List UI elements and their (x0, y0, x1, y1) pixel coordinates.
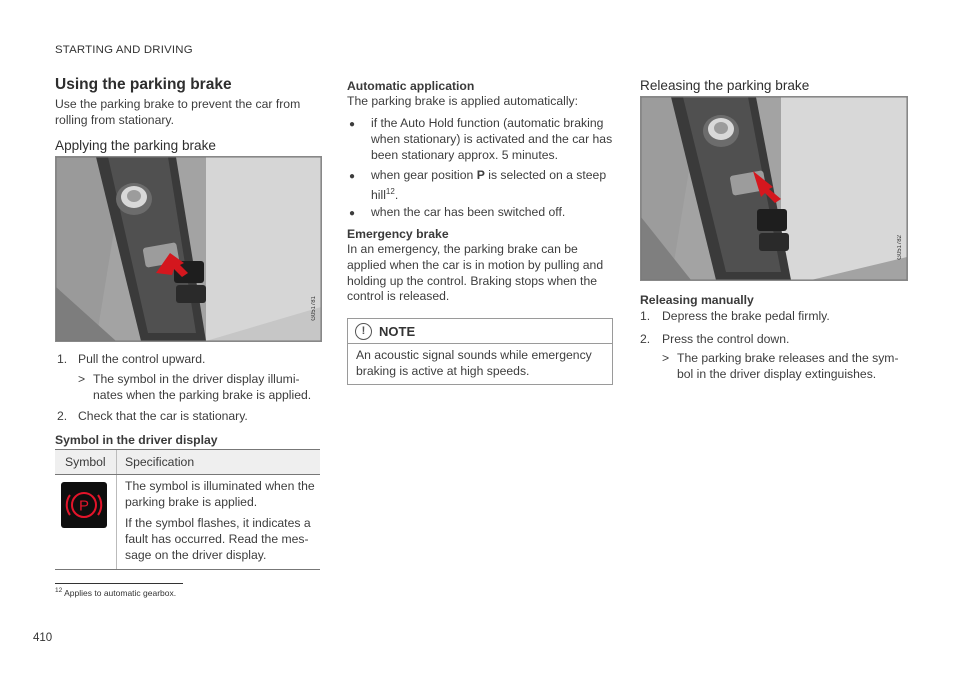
table-header: Symbol (65, 455, 106, 469)
result-marker: > (78, 372, 86, 386)
step-text: Depress the brake pedal firmly. (662, 309, 830, 323)
releasing-brake-image (640, 96, 908, 281)
result-line: The parking brake releases and the sym- (677, 351, 899, 365)
step-number: 2. (57, 409, 68, 423)
releasing-subheading: Releasing manually (640, 293, 754, 307)
applying-heading: Applying the parking brake (55, 138, 216, 153)
symbol-subheading: Symbol in the driver display (55, 433, 218, 447)
bullet-line: when the car has been switched off. (371, 205, 566, 219)
footnote (55, 587, 176, 598)
step-text: Pull the control upward. (78, 352, 206, 366)
bullet-line: hill$^{12}$. (371, 187, 399, 203)
footnote-rule (55, 583, 183, 584)
result-marker: > (662, 351, 670, 365)
page-title: Using the parking brake (55, 76, 232, 93)
applying-brake-image (55, 156, 322, 342)
bullet-icon: ● (349, 171, 356, 182)
page-number: 410 (33, 632, 53, 644)
symbol-letter: P (78, 497, 90, 515)
footnote-ref: 12 (385, 187, 395, 196)
result-line: The symbol in the driver display illumi- (93, 372, 300, 386)
step-number: 1. (640, 309, 651, 323)
auto-intro: The parking brake is applied automatically: (347, 94, 579, 108)
console-illustration (641, 97, 907, 280)
intro-text: Use the parking brake to prevent the car from rolling from stationary. (55, 97, 301, 127)
section-header: STARTING AND DRIVING (55, 44, 193, 56)
bullet-line: when gear position P is selected on a steep (371, 168, 607, 182)
footnote-number: 12 (55, 587, 63, 594)
emergency-heading: Emergency brake (347, 227, 449, 241)
note-divider (348, 343, 612, 344)
step-text: Check that the car is stationary. (78, 409, 248, 423)
note-box (347, 318, 613, 385)
table-header-row (55, 450, 320, 475)
table-header: Specification (125, 455, 195, 469)
step-number: 2. (640, 332, 651, 346)
bullet-line: been stationary approx. 5 minutes. (371, 148, 558, 162)
spec-text: The symbol is illuminated when the parking brake is applied. (125, 479, 315, 509)
console-illustration (56, 157, 321, 341)
bullet-icon: ● (349, 119, 356, 130)
note-text: An acoustic signal sounds while emergency braking is active at high speeds. (356, 348, 592, 378)
symbol-table (55, 449, 320, 570)
column-divider (116, 450, 117, 474)
parking-brake-symbol (61, 482, 107, 528)
bullet-icon: ● (349, 208, 356, 219)
image-code: G051782 (897, 235, 903, 260)
bullet-line: if the Auto Hold function (automatic braking (371, 116, 604, 130)
bullet-line: when stationary) is activated and the car has (371, 132, 613, 146)
footnote-text: Applies to automatic gearbox. (64, 587, 177, 598)
result-line: nates when the parking brake is applied. (93, 388, 312, 402)
spec-text: If the symbol flashes, it indicates a fault has occurred. Read the mes-sage on the driver display. (125, 516, 311, 562)
note-title: NOTE (379, 324, 416, 339)
auto-heading: Automatic application (347, 79, 475, 93)
emergency-text: In an emergency, the parking brake can be applied when the car is in motion by pulling and holding up the control. Braking stops when the control is released. (347, 242, 604, 304)
image-code: G051781 (311, 296, 317, 321)
column-divider (116, 475, 117, 569)
step-text: Press the control down. (662, 332, 790, 346)
parking-brake-icon (61, 482, 107, 528)
releasing-heading: Releasing the parking brake (640, 78, 810, 93)
result-line: bol in the driver display extinguishes. (677, 367, 877, 381)
step-number: 1. (57, 352, 68, 366)
info-icon: ! (355, 323, 372, 340)
table-row (55, 475, 320, 570)
